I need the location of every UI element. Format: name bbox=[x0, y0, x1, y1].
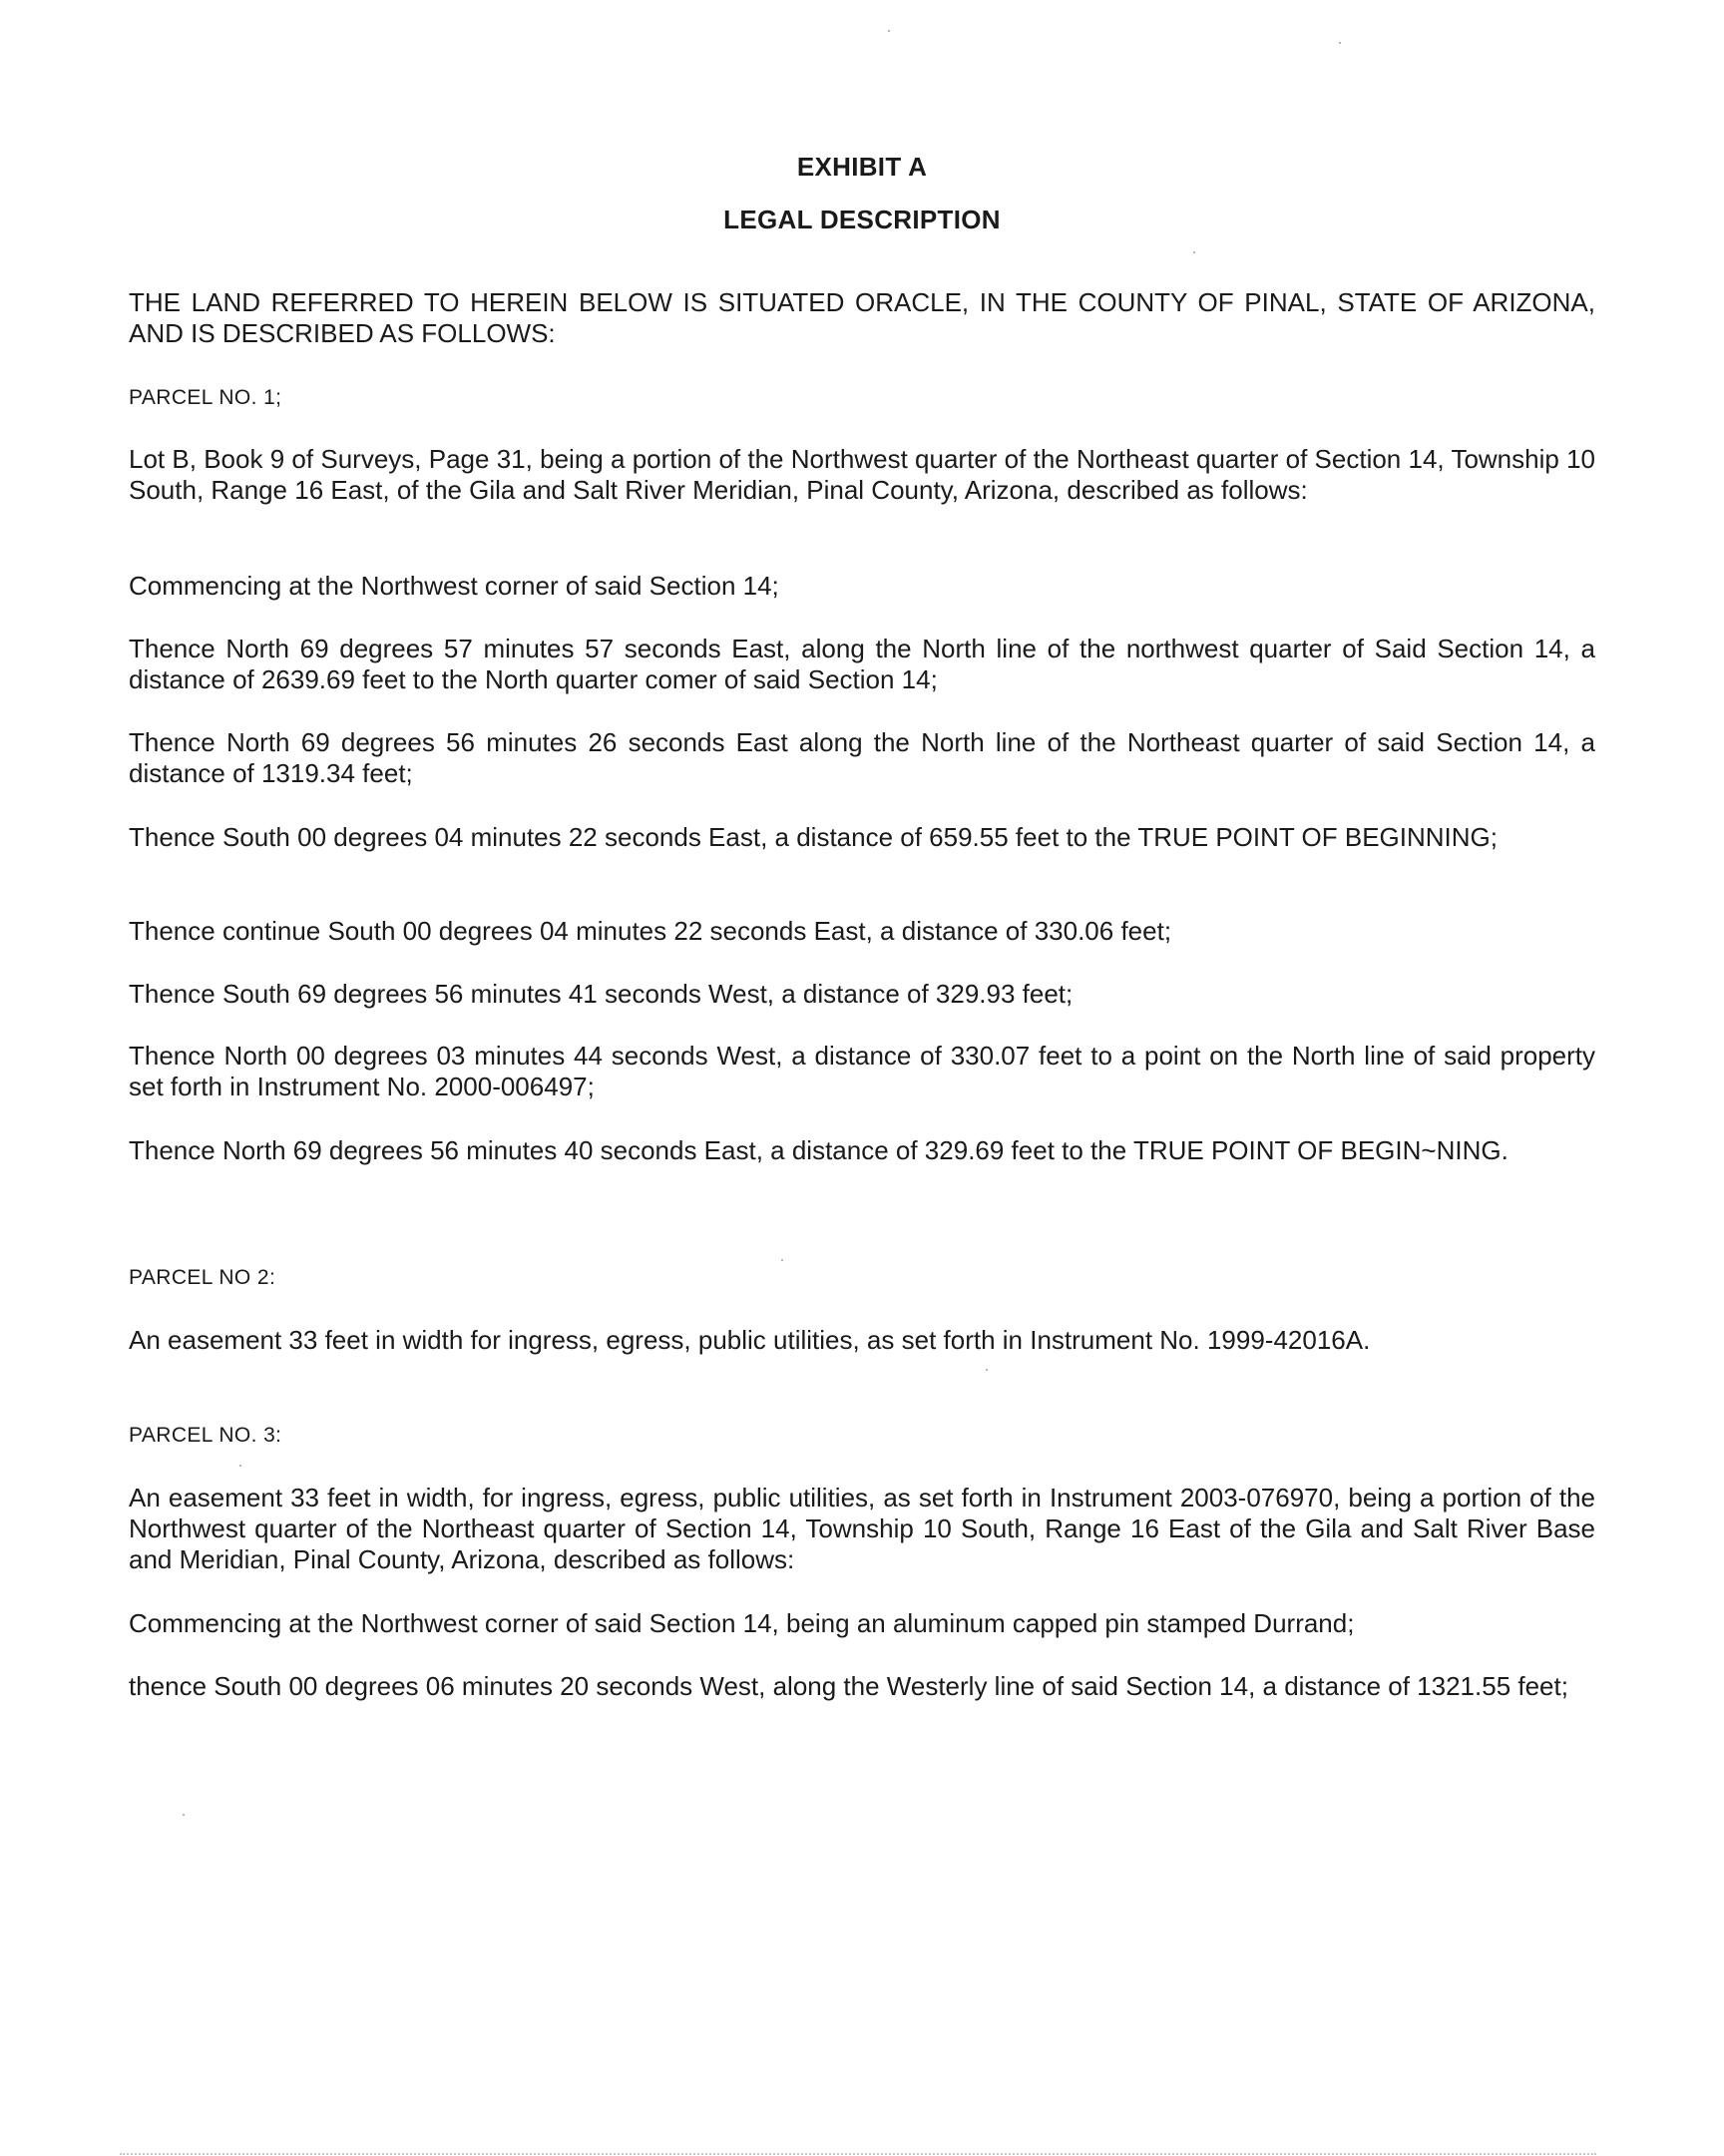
parcel-3-paragraph: thence South 00 degrees 06 minutes 20 seconds West, along the Westerly line of said Section 14, a distance of 1321.55 feet; bbox=[129, 1671, 1568, 1701]
scan-speck bbox=[1339, 42, 1341, 44]
parcel-1-paragraph: Thence North 00 degrees 03 minutes 44 seconds West, a distance of 330.07 feet to a point on the North line of said property set forth in Instrument No. 2000-006497; bbox=[129, 1041, 1595, 1101]
parcel-3-paragraph: Commencing at the Northwest corner of said Section 14, being an aluminum capped pin stamped Durrand; bbox=[129, 1608, 1355, 1638]
scan-speck bbox=[183, 1814, 185, 1816]
parcel-2-label: PARCEL NO 2: bbox=[129, 1266, 276, 1289]
legal-description-heading: LEGAL DESCRIPTION bbox=[723, 205, 1001, 234]
parcel-3-label: PARCEL NO. 3: bbox=[129, 1424, 282, 1447]
intro-paragraph: THE LAND REFERRED TO HEREIN BELOW IS SITUATED ORACLE, IN THE COUNTY OF PINAL, STATE OF ARIZONA, AND IS DESCRIBED AS FOLLOWS: bbox=[129, 287, 1595, 348]
parcel-1-paragraph: Thence continue South 00 degrees 04 minutes 22 seconds East, a distance of 330.06 feet; bbox=[129, 916, 1172, 946]
parcel-1-label: PARCEL NO. 1; bbox=[129, 386, 282, 409]
parcel-3-paragraph: An easement 33 feet in width, for ingress, egress, public utilities, as set forth in Instrument 2003-076970, being a portion of the Northwest quarter of the Northeast quarter of Section 14, Township 10 South, Range 16 East of the Gila and Salt River Base and Meridian, Pinal County, Arizona, described as follows: bbox=[129, 1483, 1595, 1574]
parcel-1-paragraph: Thence South 69 degrees 56 minutes 41 seconds West, a distance of 329.93 feet; bbox=[129, 979, 1074, 1009]
scan-speck bbox=[239, 1465, 241, 1467]
parcel-1-paragraph: Thence North 69 degrees 56 minutes 26 seconds East along the North line of the Northeast quarter of said Section 14, a distance of 1319.34 feet; bbox=[129, 727, 1595, 788]
parcel-2-paragraph: An easement 33 feet in width for ingress, egress, public utilities, as set forth in Instrument No. 1999-42016A. bbox=[129, 1325, 1371, 1355]
parcel-1-paragraph: Thence South 00 degrees 04 minutes 22 seconds East, a distance of 659.55 feet to the TRUE POINT OF BEGINNING; bbox=[129, 822, 1498, 852]
scan-speck bbox=[986, 1369, 988, 1371]
parcel-1-paragraph: Commencing at the Northwest corner of said Section 14; bbox=[129, 571, 779, 601]
scan-speck bbox=[888, 30, 890, 32]
exhibit-title: EXHIBIT A bbox=[796, 152, 928, 182]
parcel-1-paragraph: Thence North 69 degrees 56 minutes 40 seconds East, a distance of 329.69 feet to the TRUE POINT OF BEGIN~NING. bbox=[129, 1135, 1508, 1165]
parcel-1-paragraph: Thence North 69 degrees 57 minutes 57 seconds East, along the North line of the northwest quarter of Said Section 14, a distance of 2639.69 feet to the North quarter comer of said Section 14; bbox=[129, 634, 1595, 694]
scan-speck bbox=[1193, 251, 1195, 253]
parcel-1-paragraph: Lot B, Book 9 of Surveys, Page 31, being a portion of the Northwest quarter of the Northeast quarter of Section 14, Township 10 South, Range 16 East, of the Gila and Salt River Meridian, Pinal County, Arizona, described as follows: bbox=[129, 444, 1595, 505]
scan-speck bbox=[781, 1259, 783, 1261]
